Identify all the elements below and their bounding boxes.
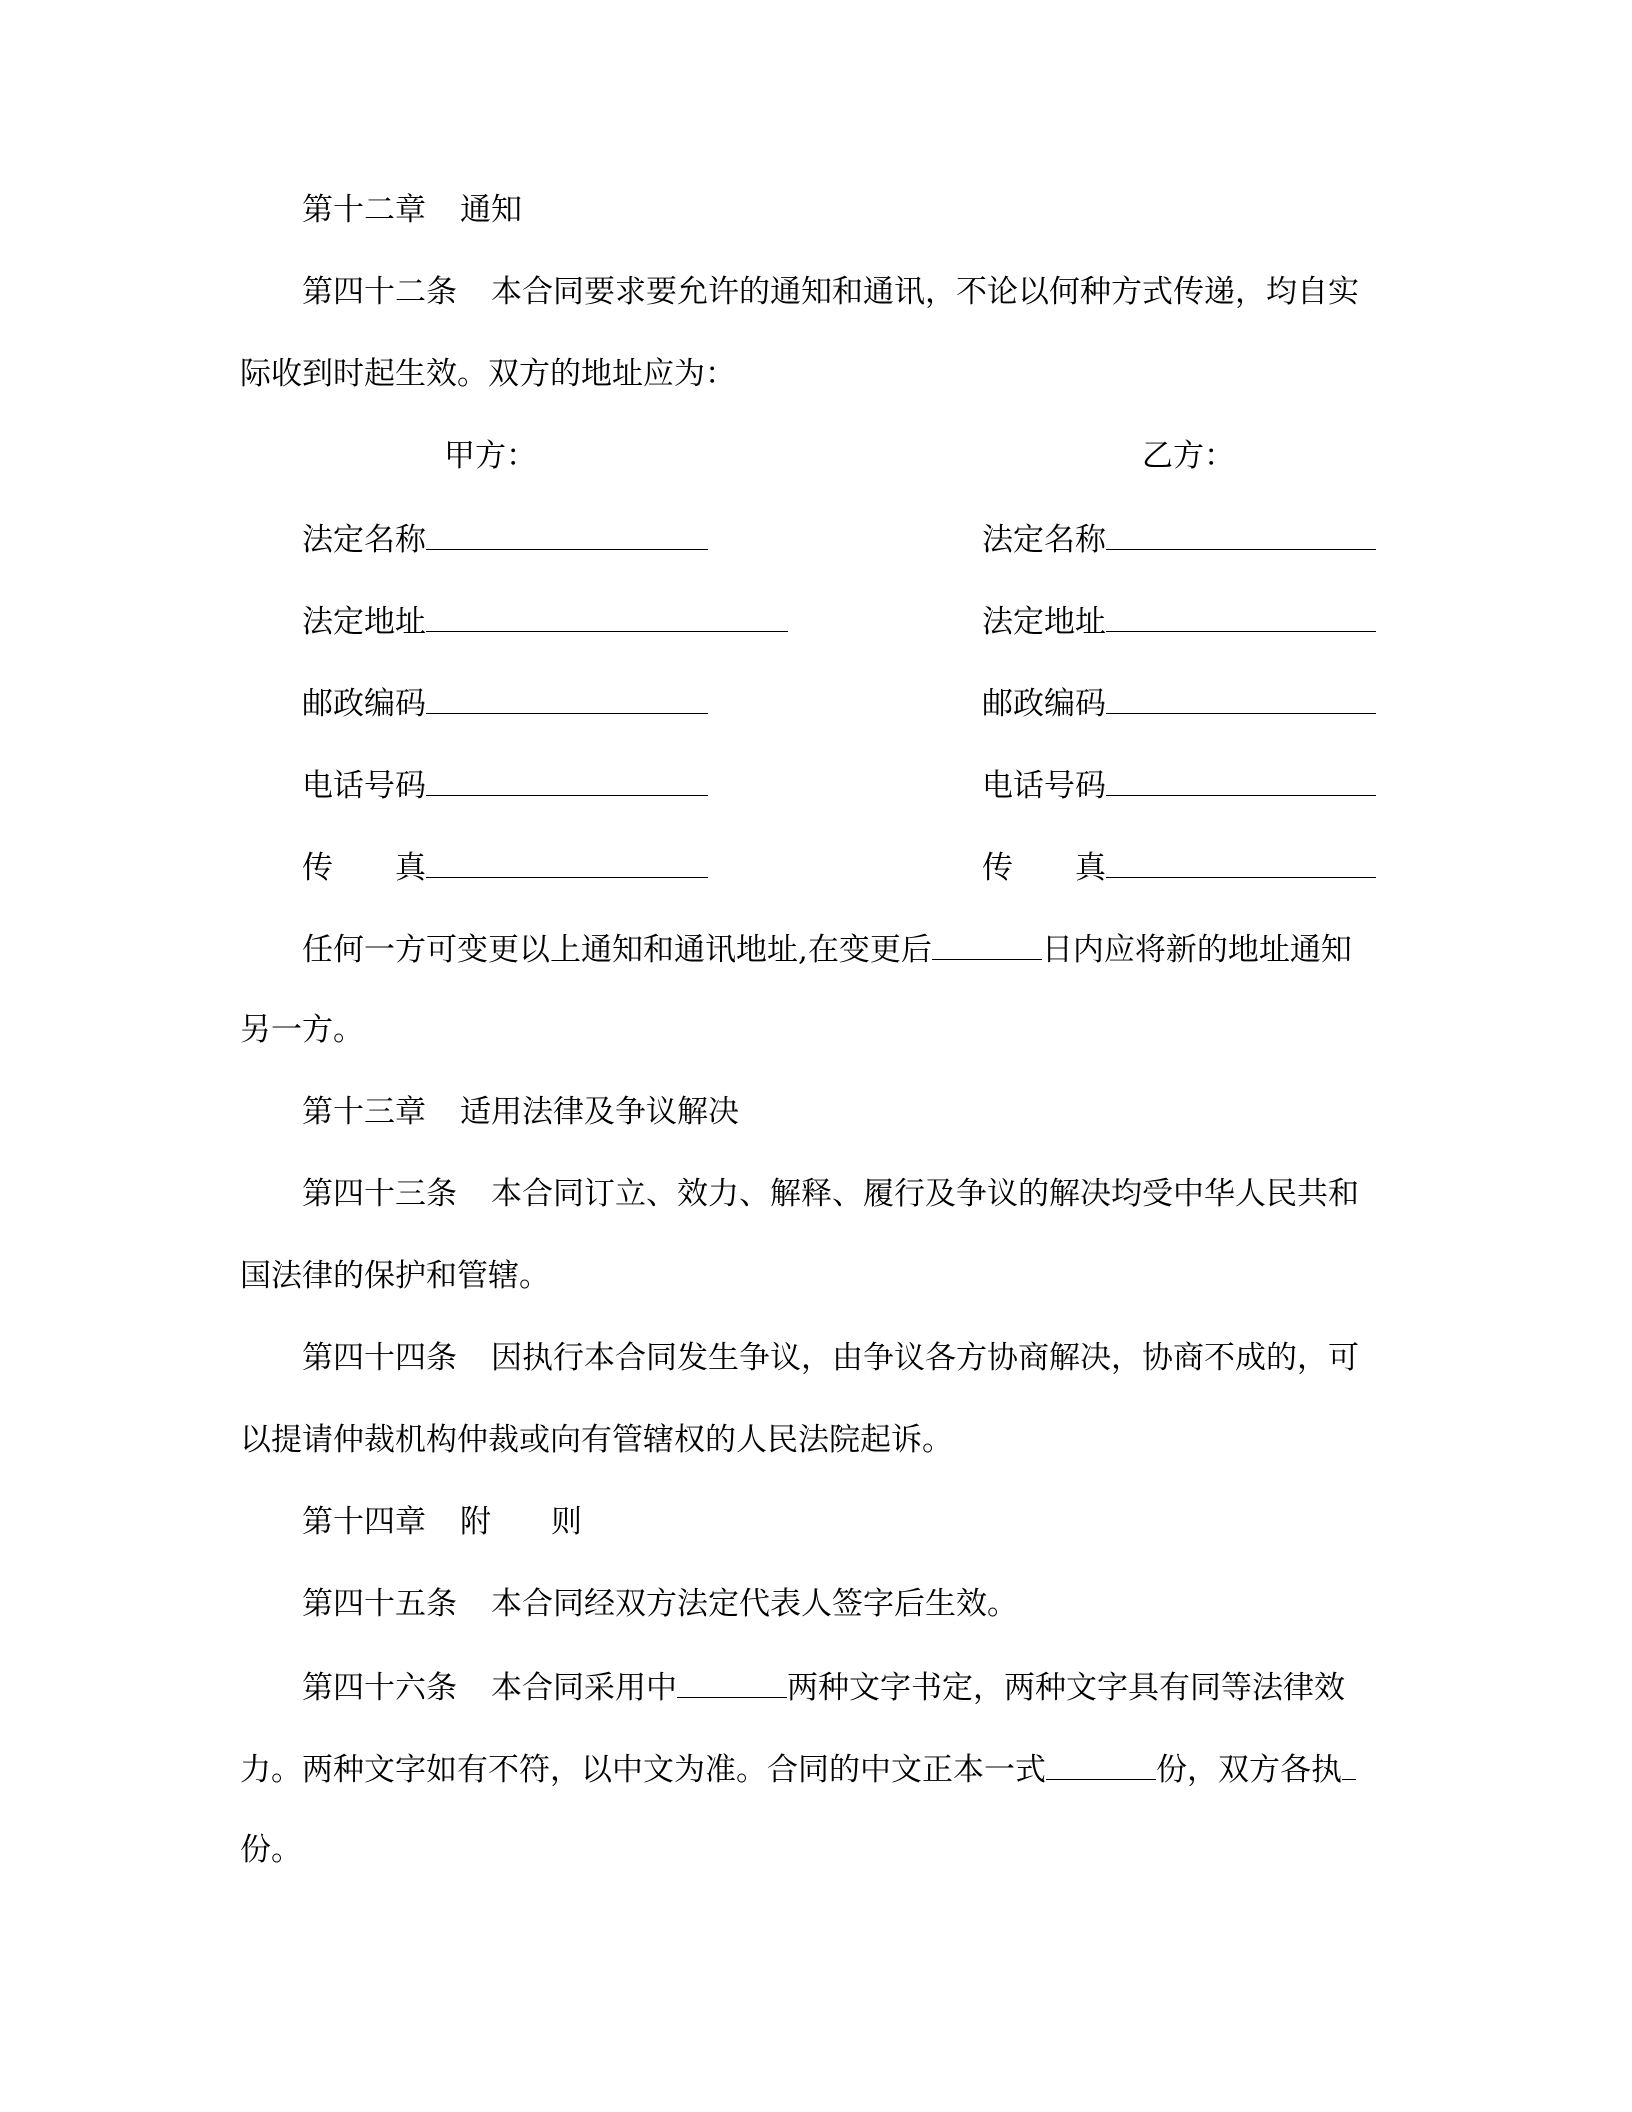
field-label: 法定名称: [982, 522, 1106, 558]
blank-line: [1106, 518, 1376, 550]
field-label-1: 传: [302, 850, 333, 886]
blank-language: [677, 1666, 787, 1698]
article-number: 第四十三条: [302, 1176, 457, 1212]
article-text: 两种文字书定，两种文字具有同等法律效: [787, 1670, 1345, 1706]
blank-each-copies: [1342, 1748, 1356, 1780]
article-number: 第四十二条: [302, 274, 457, 310]
chapter-name-2: 则: [551, 1504, 582, 1540]
chapter-14-heading: [302, 1502, 582, 1542]
party-b-name-field: [982, 518, 1376, 560]
party-b-phone-field: [982, 764, 1376, 806]
blank-line: [426, 682, 708, 714]
blank-line: [426, 846, 708, 878]
party-b-fax-field: [982, 846, 1376, 888]
field-label: 法定地址: [302, 604, 426, 640]
chapter-number: 第十四章: [302, 1504, 426, 1540]
notice-change-line-1: [302, 928, 1352, 970]
notice-change-line-2: 另一方。: [240, 1012, 364, 1048]
field-label-1: 传: [982, 850, 1013, 886]
field-label: 邮政编码: [302, 686, 426, 722]
chapter-12-heading: [302, 190, 522, 230]
field-label: 电话号码: [982, 768, 1106, 804]
party-b-address-field: [982, 600, 1376, 642]
article-text: 本合同经双方法定代表人签字后生效。: [491, 1586, 1018, 1622]
chapter-number: 第十二章: [302, 192, 426, 228]
field-label: 电话号码: [302, 768, 426, 804]
party-a-phone-field: [302, 764, 708, 806]
article-46-line-2: [240, 1748, 1356, 1790]
blank-line: [426, 600, 788, 632]
field-label: 邮政编码: [982, 686, 1106, 722]
article-text: 本合同采用中: [491, 1670, 677, 1706]
party-a-fax-field: [302, 846, 708, 888]
article-42-line-2: 际收到时起生效。双方的地址应为：: [240, 356, 736, 392]
chapter-13-heading: [302, 1092, 739, 1132]
field-label: 法定名称: [302, 522, 426, 558]
article-text: 本合同要求要允许的通知和通讯，不论以何种方式传递，均自实: [491, 274, 1359, 310]
blank-line: [1106, 600, 1376, 632]
party-b-postal-field: [982, 682, 1376, 724]
article-45-line-1: [302, 1584, 1018, 1624]
article-number: 第四十六条: [302, 1670, 457, 1706]
article-43-line-1: [302, 1174, 1359, 1214]
field-label: 法定地址: [982, 604, 1106, 640]
blank-line: [1106, 764, 1376, 796]
field-label-2: 真: [1075, 850, 1106, 886]
chapter-number: 第十三章: [302, 1094, 426, 1130]
blank-line: [426, 764, 708, 796]
article-text: 因执行本合同发生争议，由争议各方协商解决，协商不成的，可: [491, 1340, 1359, 1376]
blank-line: [1106, 682, 1376, 714]
article-43-line-2: 国法律的保护和管辖。: [240, 1258, 550, 1294]
blank-copies: [1046, 1748, 1156, 1780]
paragraph-text: 日内应将新的地址通知: [1041, 932, 1352, 968]
article-44-line-1: [302, 1338, 1359, 1378]
article-42-line-1: [302, 272, 1359, 312]
blank-line: [426, 518, 708, 550]
party-a-heading: 甲方：: [444, 438, 537, 474]
party-a-name-field: [302, 518, 708, 560]
chapter-name: 适用法律及争议解决: [460, 1094, 739, 1130]
article-text: 本合同订立、效力、解释、履行及争议的解决均受中华人民共和: [491, 1176, 1359, 1212]
party-a-postal-field: [302, 682, 708, 724]
field-label-2: 真: [395, 850, 426, 886]
article-44-line-2: 以提请仲裁机构仲裁或向有管辖权的人民法院起诉。: [240, 1422, 953, 1458]
article-46-line-3: 份。: [240, 1832, 302, 1868]
blank-days: [932, 928, 1042, 960]
chapter-name: 通知: [460, 192, 522, 228]
article-46-line-1: [302, 1666, 1345, 1708]
party-b-heading: 乙方：: [1142, 438, 1235, 474]
blank-line: [1106, 846, 1376, 878]
article-number: 第四十四条: [302, 1340, 457, 1376]
article-text: 份，双方各执: [1156, 1752, 1342, 1788]
chapter-name-1: 附: [460, 1504, 491, 1540]
article-number: 第四十五条: [302, 1586, 457, 1622]
paragraph-text: 任何一方可变更以上通知和通讯地址,在变更后: [302, 932, 932, 968]
article-text: 力。两种文字如有不符，以中文为准。合同的中文正本一式: [240, 1752, 1046, 1788]
party-a-address-field: [302, 600, 788, 642]
